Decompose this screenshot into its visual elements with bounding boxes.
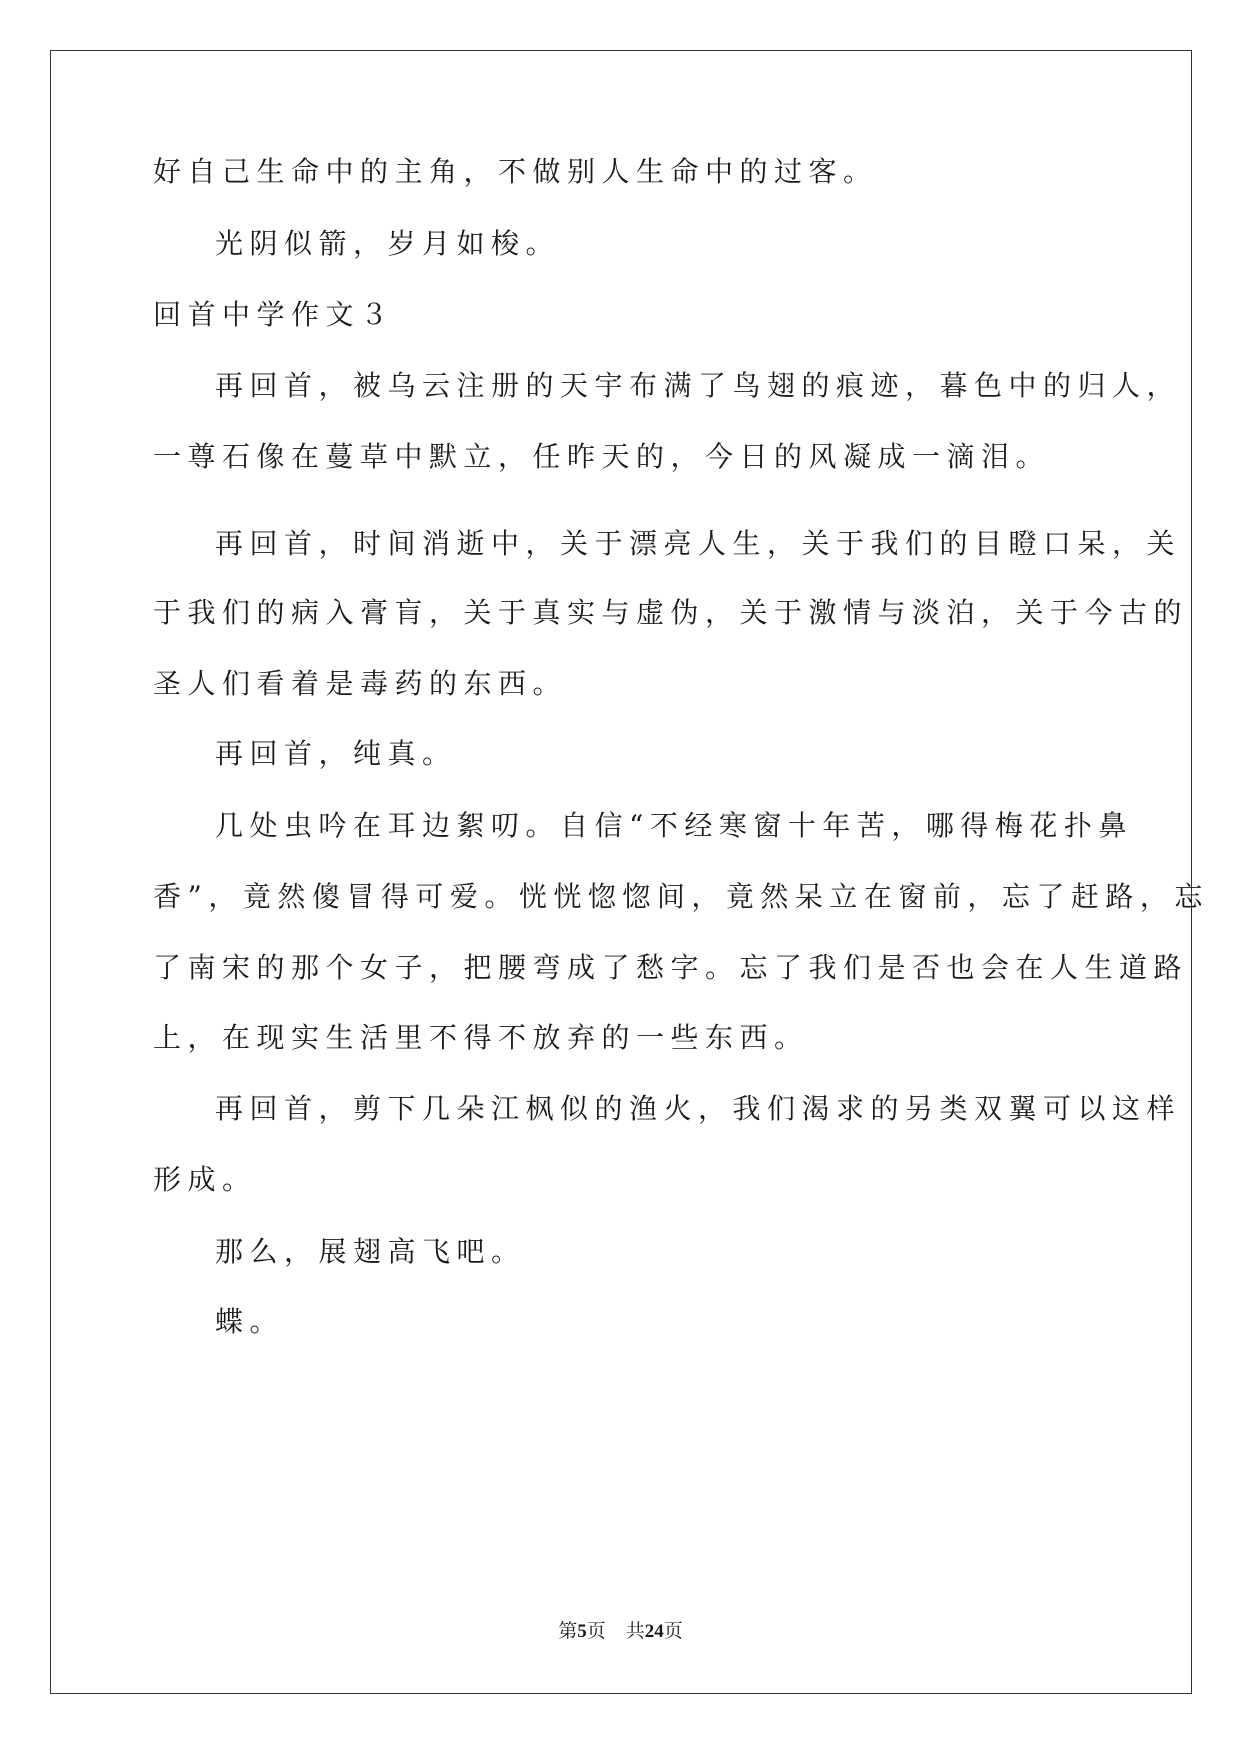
paragraph-line: 圣人们看着是毒药的东西。 (153, 667, 568, 700)
paragraph-line: 好自己生命中的主角，不做别人生命中的过客。 (153, 155, 878, 188)
paragraph-line: 光阴似箭，岁月如梭。 (215, 227, 561, 260)
paragraph-line: 上，在现实生活里不得不放弃的一些东西。 (153, 1021, 809, 1054)
paragraph-line: 再回首，剪下几朵江枫似的渔火，我们渴求的另类双翼可以这样 (215, 1092, 1182, 1125)
paragraph-line: 那么，展翅高飞吧。 (215, 1235, 526, 1268)
footer-total-prefix: 共 (625, 1621, 645, 1642)
page-footer (0, 1622, 1241, 1641)
paragraph-line: 蝶。 (215, 1305, 285, 1338)
footer-page-prefix: 第 (558, 1621, 578, 1642)
section-heading: 回首中学作文３ (153, 298, 395, 331)
paragraph-line: 香”，竟然傻冒得可爱。恍恍惚惚间，竟然呆立在窗前，忘了赶路，忘 (153, 880, 1209, 913)
paragraph-line: 于我们的病入膏肓，关于真实与虚伪，关于激情与淡泊，关于今古的 (153, 596, 1189, 629)
paragraph-line: 再回首，被乌云注册的天宇布满了鸟翅的痕迹，暮色中的归人， (215, 369, 1182, 402)
paragraph-line: 一尊石像在蔓草中默立，任昨天的，今日的风凝成一滴泪。 (153, 440, 1051, 473)
paragraph-line: 再回首，纯真。 (215, 737, 457, 770)
page-border (50, 50, 1192, 1694)
paragraph-line: 了南宋的那个女子，把腰弯成了愁字。忘了我们是否也会在人生道路 (153, 951, 1189, 984)
paragraph-line: 形成。 (153, 1163, 257, 1196)
paragraph-line: 再回首，时间消逝中，关于漂亮人生，关于我们的目瞪口呆，关 (215, 527, 1182, 560)
footer-total-suffix: 页 (663, 1621, 683, 1642)
current-page-number: 5 (577, 1621, 587, 1642)
footer-page-suffix: 页 (586, 1621, 606, 1642)
paragraph-line: 几处虫吟在耳边絮叨。自信“不经寒窗十年苦，哪得梅花扑鼻 (215, 809, 1133, 842)
total-page-count: 24 (644, 1621, 664, 1642)
